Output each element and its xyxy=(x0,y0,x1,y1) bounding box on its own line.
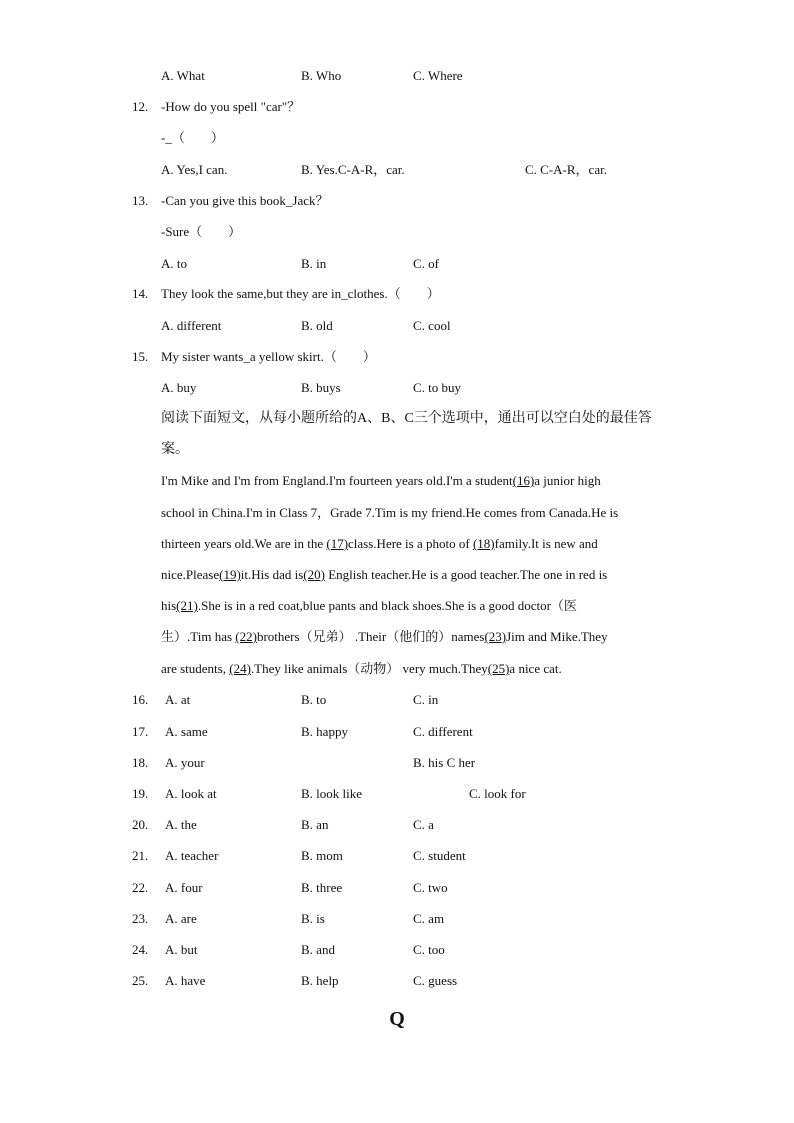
instruction-line-2: 案。 xyxy=(161,442,189,457)
item-option-c: C. am xyxy=(413,911,445,926)
q14-number: 14. xyxy=(132,286,149,301)
item-number: 16. xyxy=(132,692,149,707)
blank-22: (22) xyxy=(235,629,257,644)
q13-option-c: C. of xyxy=(413,256,439,271)
blank-19: (19) xyxy=(219,567,241,582)
blank-25: (25) xyxy=(487,661,510,676)
passage-line-5: his(21).She is in a red coat,blue pants and black shoes.She is a good doctor（医 xyxy=(161,598,577,613)
item-number: 17. xyxy=(132,724,149,739)
q12-option-c: C. C-A-R，car. xyxy=(525,162,607,177)
item-option-a: A. same xyxy=(165,724,208,739)
q13-question: -Can you give this book_Jack？ xyxy=(161,193,329,208)
item-number: 21. xyxy=(132,848,149,863)
q14-option-c: C. cool xyxy=(413,318,451,333)
item-option-c: C. different xyxy=(413,724,473,739)
item-option-c: B. his C her xyxy=(413,755,476,770)
item-option-a: A. at xyxy=(165,692,191,707)
blank-17: (17) xyxy=(326,536,349,551)
q15-question: My sister wants_a yellow skirt.（ ） xyxy=(161,349,376,364)
passage-line-7: are students, (24).They like animals（动物） very much.They(25)a nice cat. xyxy=(161,661,562,676)
q12-question: -How do you spell "car"？ xyxy=(161,99,301,114)
item-option-b: B. three xyxy=(301,880,343,895)
item-option-a: A. look at xyxy=(165,786,217,801)
passage-line-6: 生）.Tim has (22)brothers（兄弟） .Their（他们的）names(23)Jim and Mike.They xyxy=(161,629,608,644)
item-option-b: B. help xyxy=(301,973,339,988)
item-option-c: C. guess xyxy=(413,973,458,988)
blank-20: (20) xyxy=(303,567,325,582)
passage-line-3: thirteen years old.We are in the (17)class.Here is a photo of (18)family.It is new and xyxy=(161,536,598,551)
item-number: 18. xyxy=(132,755,149,770)
item-option-b: B. mom xyxy=(301,848,343,863)
q14-question: They look the same,but they are in_clothes.（ ） xyxy=(161,286,440,301)
blank-23: (23) xyxy=(484,629,507,644)
q13-option-b: B. in xyxy=(301,256,327,271)
instruction-line-1: 阅读下面短文，从每小题所给的A、B、C三个选项中，通出可以空白处的最佳答 xyxy=(161,411,652,426)
item-option-a: A. but xyxy=(165,942,198,957)
q12-option-b: B. Yes.C-A-R，car. xyxy=(301,162,405,177)
item-option-b: B. happy xyxy=(301,724,348,739)
item-number: 20. xyxy=(132,817,149,832)
item-option-b: B. and xyxy=(301,942,335,957)
item-number: 25. xyxy=(132,973,149,988)
q12-option-a: A. Yes,I can. xyxy=(161,162,228,177)
blank-24: (24) xyxy=(229,661,251,676)
item-number: 22. xyxy=(132,880,149,895)
q15-option-a: A. buy xyxy=(161,380,197,395)
blank-16: (16) xyxy=(512,473,535,488)
q13-number: 13. xyxy=(132,193,149,208)
item-option-c: C. look for xyxy=(469,786,526,801)
q12-answer: -_（ ） xyxy=(161,130,224,145)
passage-line-1: I'm Mike and I'm from England.I'm fourteen years old.I'm a student(16)a junior high xyxy=(161,473,601,488)
passage-line-4: nice.Please(19)it.His dad is(20) English teacher.He is a good teacher.The one in red is xyxy=(161,567,608,582)
q14-option-b: B. old xyxy=(301,318,333,333)
item-option-b: B. look like xyxy=(301,786,363,801)
item-option-c: C. in xyxy=(413,692,439,707)
q11-option-a: A. What xyxy=(161,68,205,83)
q13-answer: -Sure（ ） xyxy=(161,224,242,239)
q13-option-a: A. to xyxy=(161,256,187,271)
item-option-c: C. student xyxy=(413,848,466,863)
item-option-b: B. to xyxy=(301,692,327,707)
footer-mark: Q xyxy=(389,1008,405,1030)
q11-option-c: C. Where xyxy=(413,68,463,83)
q11-option-b: B. Who xyxy=(301,68,342,83)
q15-number: 15. xyxy=(132,349,149,364)
item-option-a: A. the xyxy=(165,817,197,832)
item-option-a: A. your xyxy=(165,755,205,770)
item-number: 19. xyxy=(132,786,149,801)
item-option-b: B. is xyxy=(301,911,325,926)
item-option-b: B. an xyxy=(301,817,329,832)
item-number: 23. xyxy=(132,911,149,926)
blank-21: (21) xyxy=(176,598,198,613)
q15-option-b: B. buys xyxy=(301,380,341,395)
q14-option-a: A. different xyxy=(161,318,222,333)
item-option-c: C. two xyxy=(413,880,448,895)
item-number: 24. xyxy=(132,942,149,957)
item-option-a: A. four xyxy=(165,880,203,895)
q12-number: 12. xyxy=(132,99,149,114)
item-option-c: C. too xyxy=(413,942,445,957)
item-option-a: A. have xyxy=(165,973,206,988)
item-option-a: A. teacher xyxy=(165,848,219,863)
q15-option-c: C. to buy xyxy=(413,380,462,395)
item-option-a: A. are xyxy=(165,911,197,926)
blank-18: (18) xyxy=(472,536,495,551)
item-option-c: C. a xyxy=(413,817,434,832)
passage-line-2: school in China.I'm in Class 7，Grade 7.Tim is my friend.He comes from Canada.He is xyxy=(161,505,619,520)
